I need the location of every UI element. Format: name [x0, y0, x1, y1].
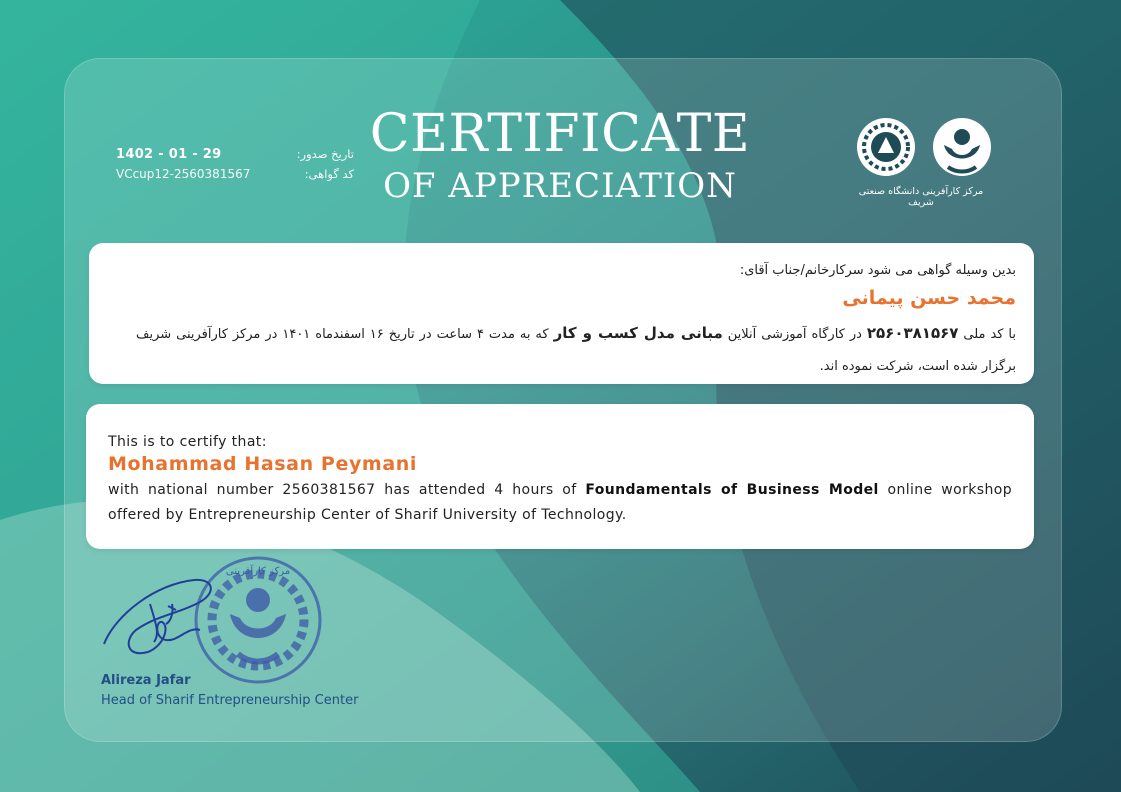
english-body-part2: online workshop offered by Entrepreneurship Center of Sharif University of Technology. — [108, 482, 1012, 523]
persian-intro: بدین وسیله گواهی می شود سرکارخانم/جناب آقای: — [739, 263, 1016, 278]
persian-body — [136, 317, 1016, 383]
issue-date-value: 1402 - 01 - 29 — [116, 147, 222, 162]
english-recipient-name: Mohammad Hasan Peymani — [108, 453, 417, 475]
issue-date-row — [114, 145, 354, 165]
certificate-code-row — [114, 165, 354, 185]
signer-name: Alireza Jafar — [101, 673, 191, 688]
english-course-name: Foundamentals of Business Model — [585, 482, 879, 498]
english-body-part1: with national number 2560381567 has attended 4 hours of — [108, 482, 586, 498]
persian-course-name: مبانی مدل کسب و کار — [553, 324, 723, 342]
english-text-card — [86, 404, 1034, 549]
persian-recipient-name: محمد حسن پیمانی — [842, 287, 1016, 309]
persian-body-part1: با کد ملی — [963, 327, 1017, 342]
persian-body-part3: که به مدت ۴ ساعت در تاریخ ۱۶ اسفندماه ۱۴۰۱ در مرکز کارآفرینی شریف برگزار شده است، شرکت نموده اند. — [136, 327, 1016, 374]
certificate-subtitle: OF APPRECIATION — [383, 166, 737, 206]
certificate-code-label: کد گواهی: — [304, 167, 354, 181]
handwritten-signature-icon — [96, 574, 226, 674]
signer-role: Head of Sharif Entrepreneurship Center — [101, 693, 359, 708]
persian-body-part2: در کارگاه آموزشی آنلاین — [727, 327, 862, 342]
certificate-meta — [114, 145, 354, 185]
issue-date-label: تاریخ صدور: — [296, 147, 354, 161]
logo-caption: مرکز کارآفرینی دانشگاه صنعتی شریف — [858, 186, 984, 208]
sharif-university-emblem-icon — [857, 118, 915, 176]
entrepreneurship-center-logo-icon — [933, 118, 991, 176]
persian-text-card — [89, 243, 1034, 384]
persian-national-code: ۲۵۶۰۳۸۱۵۶۷ — [866, 324, 959, 342]
english-intro: This is to certify that: — [108, 434, 267, 450]
seal-text: مرکز کارآفرینی — [225, 566, 291, 577]
certificate-title: CERTIFICATE — [369, 104, 751, 164]
certificate-code-value: VCcup12-2560381567 — [116, 167, 251, 181]
english-body — [108, 478, 1012, 528]
